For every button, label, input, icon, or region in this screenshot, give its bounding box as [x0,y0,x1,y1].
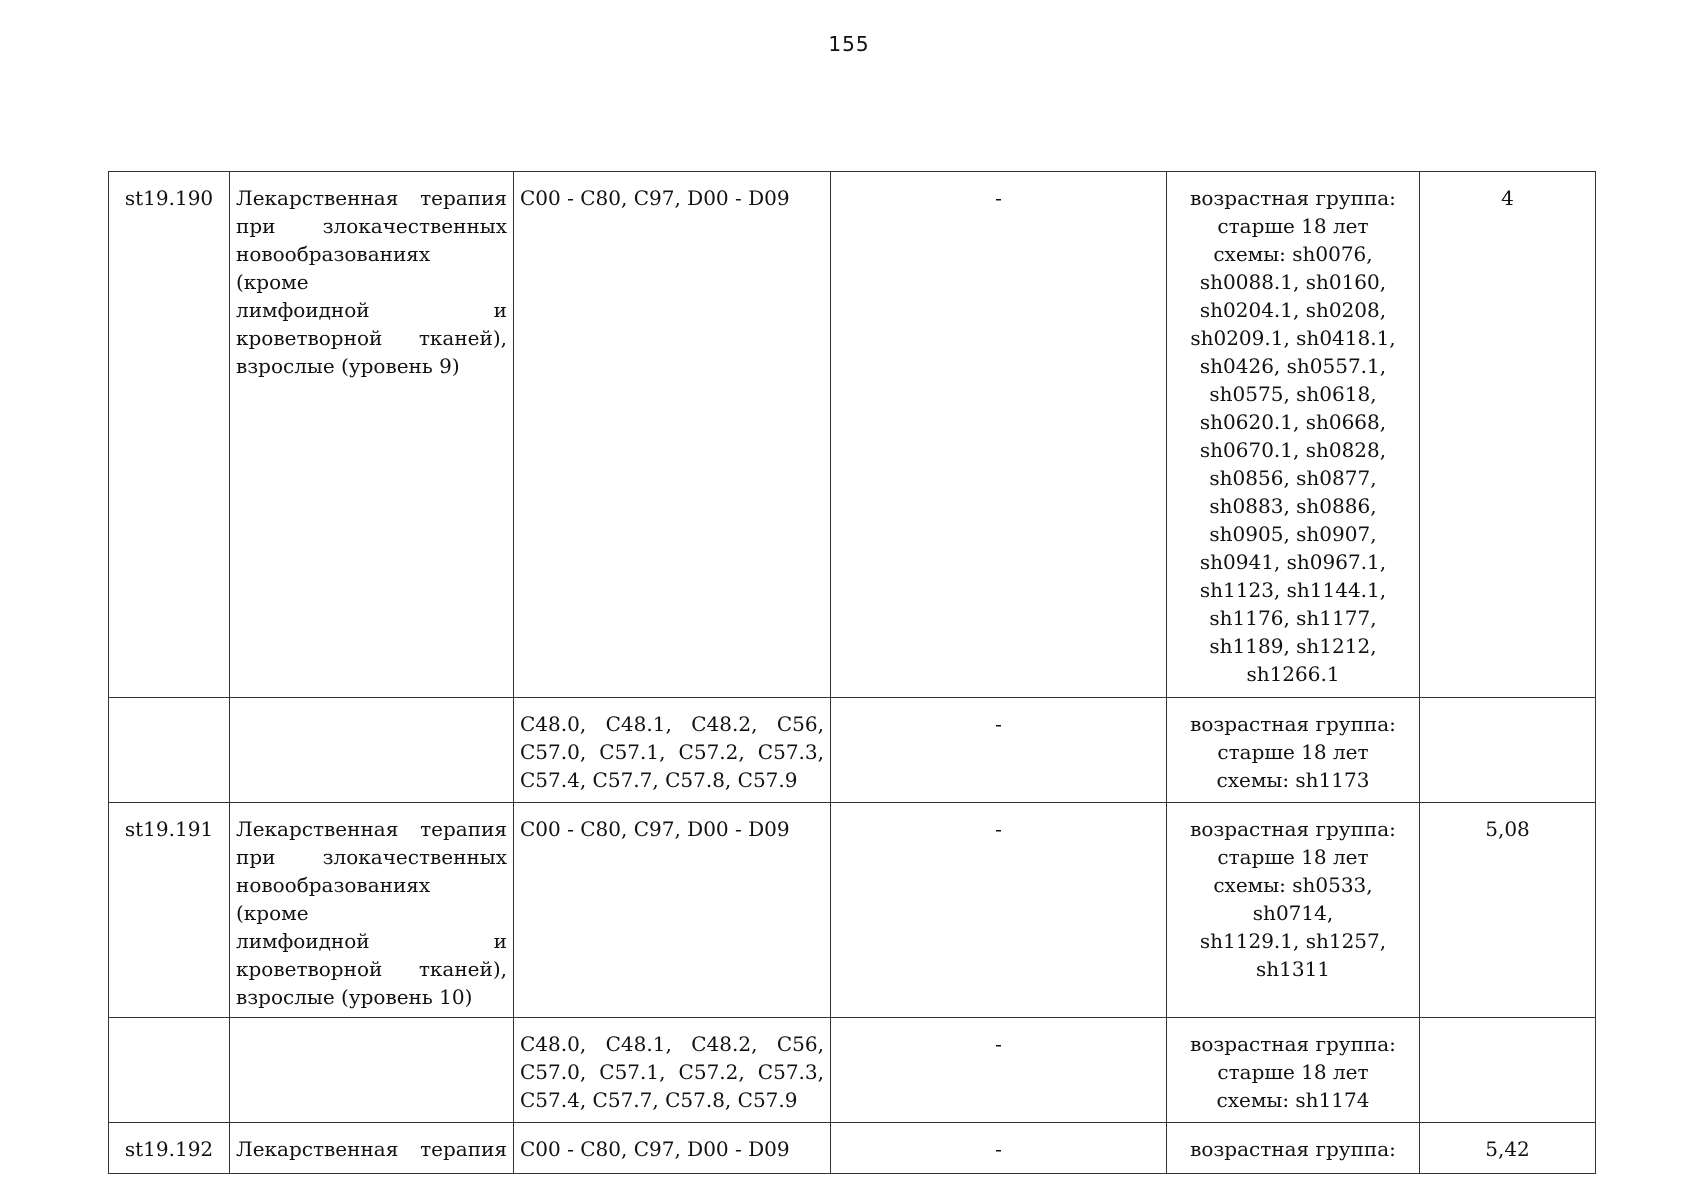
criteria-line: sh1176, sh1177, [1209,606,1377,630]
row-name-line: при злокачественных [236,214,507,238]
row-name-line: Лекарственная терапия [236,817,507,841]
table-row [109,803,1596,1018]
diagnoses-line: C48.0, C48.1, C48.2, C56, [520,1032,824,1056]
row-criteria [1167,1123,1420,1174]
criteria-line: возрастная группа: [1190,186,1396,210]
row-procedure: - [831,172,1167,698]
criteria-line: возрастная группа: [1190,712,1396,736]
row-name [230,1123,514,1174]
criteria-line: sh0088.1, sh0160, [1199,270,1387,294]
row-name-line: лимфоидной и [236,298,507,322]
row-diagnoses: C00 - C80, C97, D00 - D09 [514,1123,831,1174]
row-code [109,698,230,803]
criteria-line: схемы: sh1174 [1216,1088,1370,1112]
row-procedure: - [831,803,1167,1018]
row-coefficient: 5,08 [1420,803,1596,1018]
row-diagnoses [514,698,831,803]
criteria-line: sh0670.1, sh0828, [1199,438,1387,462]
criteria-line: схемы: sh0533, sh0714, [1213,873,1373,925]
row-criteria [1167,698,1420,803]
row-coefficient [1420,1018,1596,1123]
table-row [109,698,1596,803]
diagnoses-line: C48.0, C48.1, C48.2, C56, [520,712,824,736]
row-criteria [1167,172,1420,698]
row-name-line: новообразованиях (кроме [236,242,431,294]
row-name-line: взрослые (уровень 10) [236,985,473,1009]
table-row [109,172,1596,698]
row-code: st19.192 [109,1123,230,1174]
criteria-line: старше 18 лет [1217,1060,1369,1084]
criteria-line: sh0905, sh0907, [1209,522,1377,546]
row-procedure: - [831,1018,1167,1123]
row-criteria [1167,1018,1420,1123]
diagnoses-line: C57.4, C57.7, C57.8, C57.9 [520,1088,798,1112]
criteria-line: sh1311 [1255,957,1331,981]
page-number: 155 [828,32,870,56]
row-name-line: взрослые (уровень 9) [236,354,460,378]
row-diagnoses: C00 - C80, C97, D00 - D09 [514,803,831,1018]
criteria-line: sh0941, sh0967.1, [1199,550,1387,574]
criteria-line: схемы: sh1173 [1216,768,1370,792]
row-name-line: кроветворной тканей), [236,957,507,981]
table-row [109,1018,1596,1123]
diagnoses-line: C57.4, C57.7, C57.8, C57.9 [520,768,798,792]
criteria-line: старше 18 лет [1217,845,1369,869]
criteria-line: sh0209.1, sh0418.1, [1190,326,1396,350]
row-coefficient: 4 [1420,172,1596,698]
table-row [109,1123,1596,1174]
diagnoses-line: C57.0, C57.1, C57.2, C57.3, [520,1060,824,1084]
row-name [230,1018,514,1123]
criteria-line: sh0575, sh0618, [1209,382,1377,406]
criteria-line: возрастная группа: [1190,1032,1396,1056]
criteria-line: sh1123, sh1144.1, [1199,578,1387,602]
row-name-line: Лекарственная терапия [236,1137,507,1161]
criteria-line: sh0620.1, sh0668, [1199,410,1387,434]
tariff-table [108,171,1596,1174]
row-procedure: - [831,698,1167,803]
row-name [230,698,514,803]
criteria-line: sh1266.1 [1246,662,1340,686]
row-name-line: новообразованиях (кроме [236,873,431,925]
row-name [230,172,514,698]
row-criteria [1167,803,1420,1018]
row-code [109,1018,230,1123]
criteria-line: sh1129.1, sh1257, [1199,929,1387,953]
criteria-line: возрастная группа: [1190,817,1396,841]
criteria-line: старше 18 лет [1217,740,1369,764]
criteria-line: sh1189, sh1212, [1209,634,1377,658]
criteria-line: sh0883, sh0886, [1209,494,1377,518]
row-name-line: лимфоидной и [236,929,507,953]
criteria-line: старше 18 лет [1217,214,1369,238]
row-code: st19.191 [109,803,230,1018]
row-diagnoses: C00 - C80, C97, D00 - D09 [514,172,831,698]
row-coefficient: 5,42 [1420,1123,1596,1174]
row-procedure: - [831,1123,1167,1174]
row-name-line: Лекарственная терапия [236,186,507,210]
criteria-line: возрастная группа: [1190,1137,1396,1161]
row-coefficient [1420,698,1596,803]
row-diagnoses [514,1018,831,1123]
criteria-line: sh0426, sh0557.1, [1199,354,1387,378]
diagnoses-line: C57.0, C57.1, C57.2, C57.3, [520,740,824,764]
criteria-line: схемы: sh0076, [1213,242,1373,266]
row-name-line: кроветворной тканей), [236,326,507,350]
criteria-line: sh0856, sh0877, [1209,466,1377,490]
row-name [230,803,514,1018]
row-name-line: при злокачественных [236,845,507,869]
criteria-line: sh0204.1, sh0208, [1199,298,1387,322]
row-code: st19.190 [109,172,230,698]
